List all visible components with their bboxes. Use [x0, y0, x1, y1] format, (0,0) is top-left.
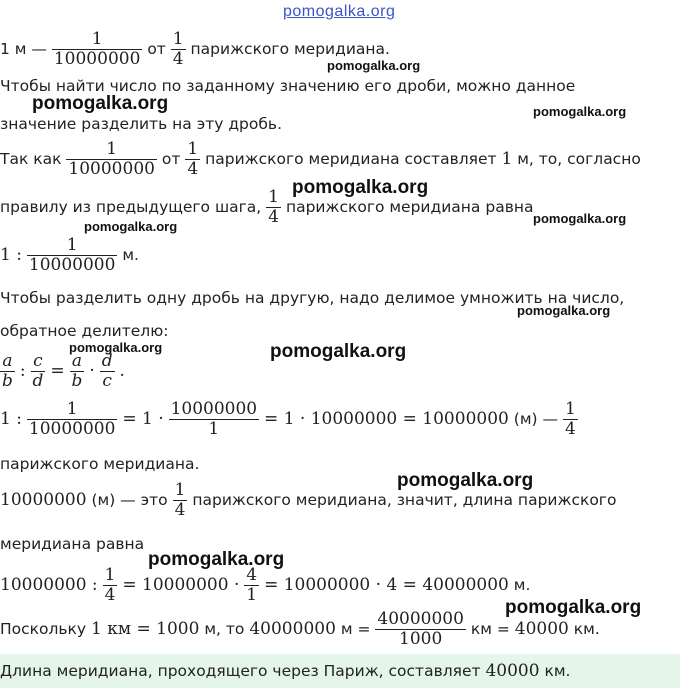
fraction: $\frac{c}{d}$: [32, 352, 44, 391]
fraction: $\frac{1}{4}$: [564, 399, 576, 439]
watermark: pomogalka.org: [397, 470, 534, 491]
watermark: pomogalka.org: [270, 341, 407, 362]
line-14: 10000000 : $\frac{1}{4}$ = 10000000 · $\frac{4}{1}$ = 10000000 · 4 = 40000000 м.: [0, 565, 531, 605]
line-2: Чтобы найти число по заданному значению его дроби, можно данное: [0, 77, 576, 95]
watermark: pomogalka.org: [533, 211, 627, 226]
line-4: Так как $\frac{1}{10000000}$ от $\frac{1}{4}$ парижского меридиана составляет 1 м, то, согласно: [0, 139, 641, 179]
watermark: pomogalka.org: [32, 93, 169, 114]
watermark: pomogalka.org: [292, 177, 429, 198]
fraction: $\frac{40000000}{1000}$: [377, 609, 464, 649]
fraction: $\frac{d}{c}$: [101, 352, 113, 391]
line-3: значение разделить на эту дробь.: [0, 115, 282, 133]
line-7: Чтобы разделить одну дробь на другую, надо делимое умножить на число,: [0, 289, 625, 307]
line-5: правилу из предыдущего шага, $\frac{1}{4}$ парижского меридиана равна: [0, 187, 534, 227]
fraction: $\frac{a}{b}$: [71, 352, 83, 391]
watermark: pomogalka.org: [148, 549, 285, 570]
fraction: $\frac{1}{4}$: [187, 139, 199, 179]
line-1: 1 м — $\frac{1}{10000000}$ от $\frac{1}{4}$ парижского меридиана.: [0, 29, 390, 69]
line-12: 10000000 (м) — это $\frac{1}{4}$ парижского меридиана, значит, длина парижского: [0, 480, 617, 520]
line-6: 1 : $\frac{1}{10000000}$ м.: [0, 235, 139, 275]
fraction: $\frac{1}{10000000}$: [28, 235, 116, 275]
watermark: pomogalka.org: [517, 303, 611, 318]
fraction: $\frac{1}{4}$: [268, 187, 279, 227]
watermark: pomogalka.org: [505, 597, 642, 618]
line-10: 1 : $\frac{1}{10000000}$ = 1 · $\frac{10000000}{1}$ = 1 · 10000000 = 10000000 (м) — $\frac{1}{4}$: [0, 399, 576, 439]
fraction: $\frac{a}{b}$: [2, 352, 13, 391]
line-9: $\frac{a}{b}$ : $\frac{c}{d}$ = $\frac{a}{b}$ · $\frac{d}{c}$ .: [2, 352, 125, 391]
line-15: Поскольку 1 км = 1000 м, то 40000000 м = $\frac{40000000}{1000}$ км = 40000 км.: [0, 609, 600, 649]
line-11: парижского меридиана.: [0, 455, 200, 473]
watermark: pomogalka.org: [327, 58, 421, 73]
fraction: $\frac{1}{4}$: [104, 565, 116, 605]
watermark: pomogalka.org: [69, 340, 163, 355]
fraction: $\frac{1}{10000000}$: [28, 399, 116, 439]
watermark-top[interactable]: pomogalka.org: [283, 3, 396, 20]
fraction: $\frac{1}{10000000}$: [68, 139, 155, 179]
line-8: обратное делителю:: [0, 322, 169, 340]
fraction: $\frac{1}{10000000}$: [53, 29, 141, 69]
fraction: $\frac{1}{4}$: [174, 480, 186, 520]
line-13: меридиана равна: [0, 535, 145, 553]
fraction: $\frac{10000000}{1}$: [170, 399, 258, 439]
answer-line: Длина меридиана, проходящего через Париж, составляет 40000 км.: [0, 661, 571, 681]
watermark: pomogalka.org: [533, 104, 627, 119]
watermark: pomogalka.org: [84, 219, 178, 234]
fraction: $\frac{4}{1}$: [246, 565, 258, 605]
fraction: $\frac{1}{4}$: [172, 29, 184, 69]
